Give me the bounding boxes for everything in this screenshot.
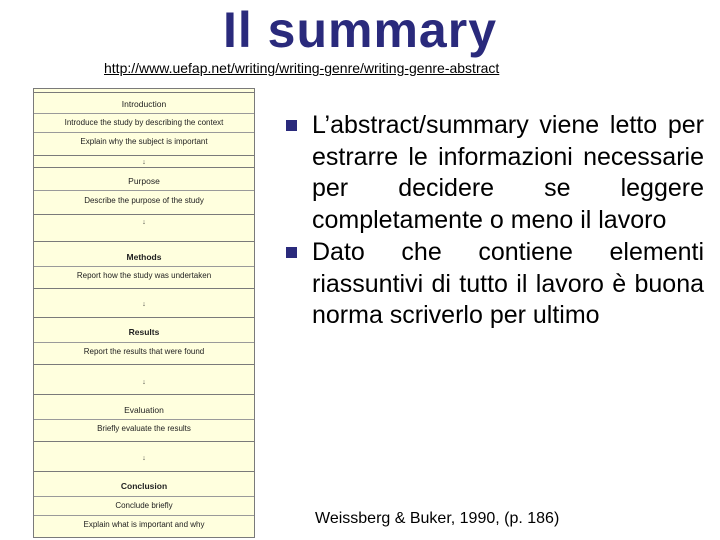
diagram-box-conclusion — [34, 471, 254, 537]
diagram-text: Explain why the subject is important — [80, 137, 208, 146]
diagram-text: Explain what is important and why — [83, 520, 205, 529]
diagram-text: Report the results that were found — [83, 347, 205, 356]
diagram-heading-results: Results — [128, 327, 160, 337]
bullet-text: Dato che contiene elementi riassuntivi di tutto il lavoro è buona norma scriverlo per ultimo — [312, 237, 704, 330]
arrow-down-icon: ↓ — [142, 301, 146, 308]
diagram-heading-purpose: Purpose — [128, 176, 160, 186]
square-bullet-icon — [286, 247, 297, 258]
abstract-structure-diagram — [33, 88, 255, 538]
diagram-text: Report how the study was undertaken — [76, 271, 212, 280]
diagram-text: Briefly evaluate the results — [97, 424, 191, 433]
bullet-item — [286, 237, 704, 332]
bullet-item — [286, 110, 704, 237]
diagram-text: Describe the purpose of the study — [84, 196, 204, 205]
diagram-heading-introduction: Introduction — [121, 99, 167, 109]
arrow-down-icon: ↓ — [142, 455, 146, 462]
arrow-down-icon: ↓ — [142, 159, 146, 166]
arrow-down-icon: ↓ — [142, 379, 146, 386]
bullet-list — [286, 110, 704, 332]
diagram-box-introduction — [34, 92, 254, 156]
diagram-heading-methods: Methods — [126, 252, 162, 262]
diagram-box-evaluation — [34, 394, 254, 442]
diagram-box-results — [34, 317, 254, 365]
diagram-heading-conclusion: Conclusion — [120, 481, 168, 491]
arrow-down-icon: ↓ — [142, 219, 146, 226]
diagram-text: Conclude briefly — [115, 501, 173, 510]
diagram-box-purpose — [34, 167, 254, 215]
diagram-box-methods — [34, 241, 254, 289]
bullet-text: L’abstract/summary viene letto per estrarre le informazioni necessarie per decidere se leggere completamente o meno il lavoro — [312, 111, 704, 235]
square-bullet-icon — [286, 120, 297, 131]
diagram-text: Introduce the study by describing the context — [64, 118, 224, 127]
source-link[interactable]: http://www.uefap.net/writing/writing-genre/writing-genre-abstract — [104, 60, 500, 76]
citation: Weissberg & Buker, 1990, (p. 186) — [315, 510, 560, 527]
slide-title: Il summary — [222, 2, 497, 58]
diagram-heading-evaluation: Evaluation — [124, 405, 164, 415]
